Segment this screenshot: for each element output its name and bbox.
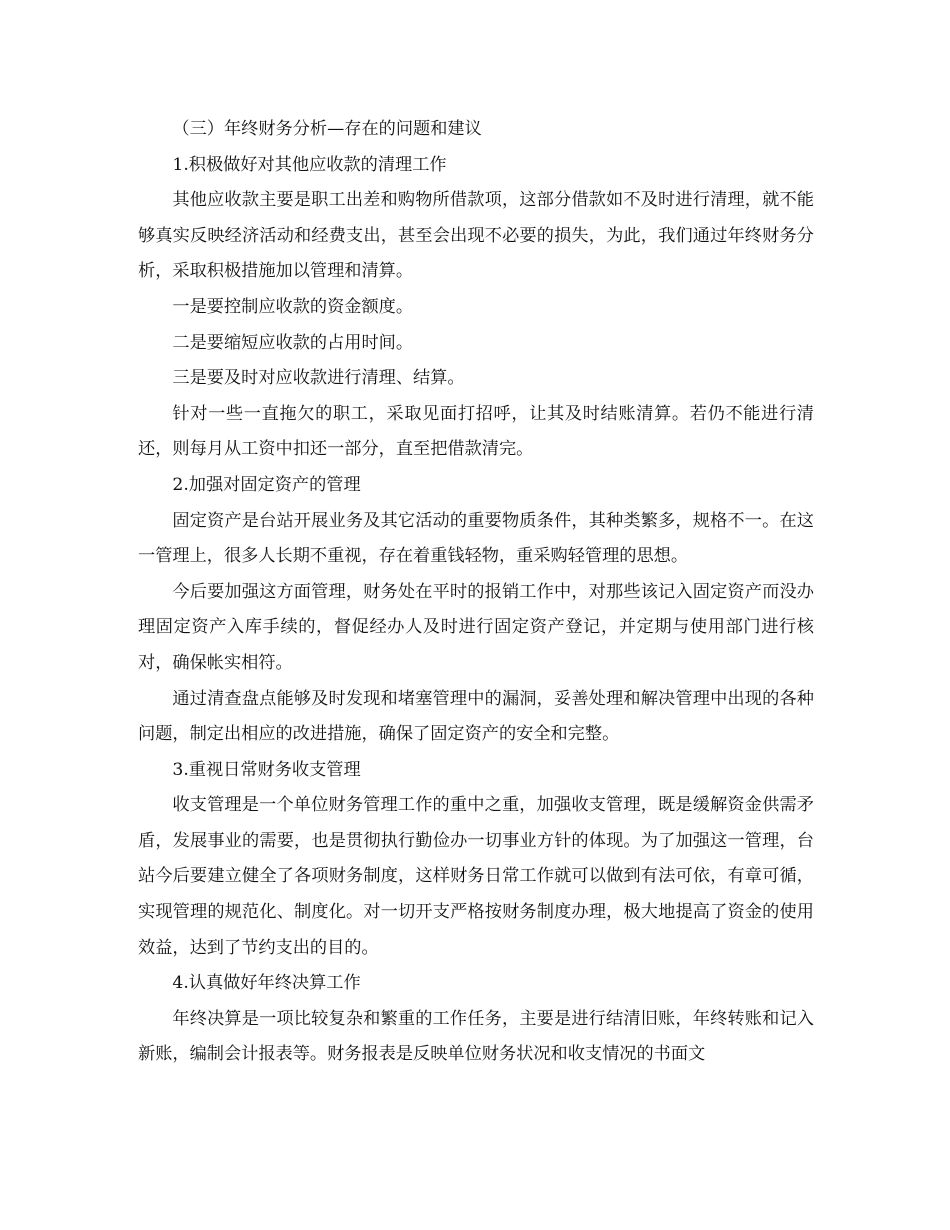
paragraph-fixed-assets-inventory: 通过清查盘点能够及时发现和堵塞管理中的漏洞，妥善处理和解决管理中出现的各种问题，制定出相应的改进措施，确保了固定资产的安全和完整。 xyxy=(138,688,814,745)
subheading-fixed-assets: 2.加强对固定资产的管理 xyxy=(172,474,361,495)
subheading-receivables: 1.积极做好对其他应收款的清理工作 xyxy=(172,154,447,175)
paragraph-receivables-intro: 其他应收款主要是职工出差和购物所借款项，这部分借款如不及时进行清理，就不能够真实反映经济活动和经费支出，甚至会出现不必要的损失，为此，我们通过年终财务分析，采取积极措施加以管理和清算。 xyxy=(138,190,814,282)
list-item-1: 一是要控制应收款的资金额度。 xyxy=(172,296,414,317)
subheading-year-end: 4.认真做好年终决算工作 xyxy=(172,973,361,994)
list-item-3: 三是要及时对应收款进行清理、结算。 xyxy=(172,368,465,389)
paragraph-year-end: 年终决算是一项比较复杂和繁重的工作任务，主要是进行结清旧账，年终转账和记入新账，编制会计报表等。财务报表是反映单位财务状况和收支情况的书面文 xyxy=(138,1008,814,1065)
paragraph-fixed-assets-intro: 固定资产是台站开展业务及其它活动的重要物质条件，其种类繁多，规格不一。在这一管理上，很多人长期不重视，存在着重钱轻物，重采购轻管理的思想。 xyxy=(138,510,814,567)
section-heading: （三）年终财务分析—存在的问题和建议 xyxy=(172,119,482,139)
list-item-2: 二是要缩短应收款的占用时间。 xyxy=(172,332,414,353)
document-page xyxy=(138,112,814,1073)
subheading-daily-finance: 3.重视日常财务收支管理 xyxy=(172,759,361,780)
paragraph-arrears: 针对一些一直拖欠的职工，采取见面打招呼，让其及时结账清算。若仍不能进行清还，则每月从工资中扣还一部分，直至把借款清完。 xyxy=(138,403,814,460)
paragraph-daily-finance: 收支管理是一个单位财务管理工作的重中之重，加强收支管理，既是缓解资金供需矛盾，发展事业的需要，也是贯彻执行勤俭办一切事业方针的体现。为了加强这一管理，台站今后要建立健全了各项财务制度，这样财务日常工作就可以做到有法可依，有章可循，实现管理的规范化、制度化。对一切开支严格按财务制度办理，极大地提高了资金的使用效益，达到了节约支出的目的。 xyxy=(138,795,814,958)
paragraph-fixed-assets-plan: 今后要加强这方面管理，财务处在平时的报销工作中，对那些该记入固定资产而没办理固定资产入库手续的，督促经办人及时进行固定资产登记，并定期与使用部门进行核对，确保帐实相符。 xyxy=(138,581,814,673)
